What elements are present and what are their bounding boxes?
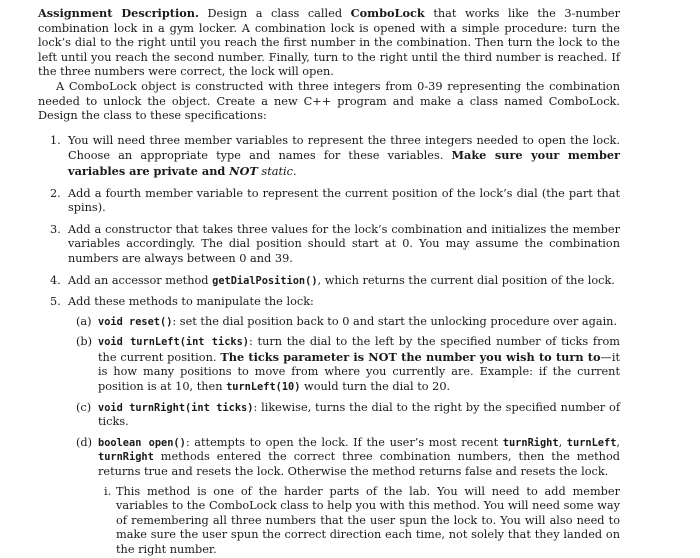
req1-period: .	[292, 164, 297, 178]
item-number: 2.	[50, 186, 61, 200]
method-reset-text	[98, 315, 620, 330]
item-number: 3.	[50, 222, 61, 236]
turnleft-code: void turnLeft(int ticks)	[98, 336, 250, 349]
subitem-label: (b)	[76, 335, 93, 349]
req1-bold-italic: NOT	[229, 163, 258, 178]
specification-paragraph: A ComboLock object is constructed with three integers from 0-39 representing the combination needed to unlock the object. Create a new C++ program and make a class named ComboLock. Design the class to these specifications:	[38, 79, 620, 123]
open-note-1	[98, 485, 620, 558]
requirement-3	[38, 223, 620, 267]
method-open	[68, 436, 620, 558]
turnright-code: void turnRight(int ticks)	[98, 401, 254, 414]
requirement-5	[38, 295, 620, 558]
open-sep-2: ,	[616, 435, 620, 449]
method-open-text	[98, 436, 620, 480]
open-code: boolean open()	[98, 436, 186, 449]
req1-bold: Make sure your member variables are private and	[68, 148, 620, 178]
assignment-heading: Assignment Description.	[38, 6, 199, 20]
intro-text-a: Design a class called	[198, 7, 351, 20]
subitem-label: (a)	[76, 314, 92, 328]
open-desc-a: : attempts to open the lock. If the user’s most recent	[185, 435, 503, 449]
open-code-turnright: turnRight	[502, 436, 559, 449]
turnleft-desc-b: —it is how many positions to move from where you currently are. Example: if the current position is at 10, then	[98, 350, 620, 394]
requirement-5-text: Add these methods to manipulate the lock:	[68, 295, 314, 309]
method-turn-right	[68, 401, 620, 430]
reset-desc: : set the dial position back to 0 and start the unlocking procedure over again.	[172, 314, 618, 328]
open-note-text: This method is one of the harder parts of the lab. You will need to add member variables to the ComboLock class to help you with this method. You will need some way of remembering all three numbers that the user spun the lock to. You will also need to make sure the user spun the correct direction each time, not solely that they landed on the right number.	[116, 484, 620, 556]
roman-label: i.	[104, 484, 112, 498]
turnleft-bold: The ticks parameter is NOT the number you wish to turn to	[220, 349, 601, 364]
subitem-label: (d)	[76, 435, 93, 449]
requirement-2-text: Add a fourth member variable to represent the current position of the lock’s dial (the part that spins).	[68, 186, 620, 215]
open-code-turnright-2: turnRight	[98, 451, 154, 464]
intro-text-b: that works like the 3-number combination lock in a gym locker. A combination lock is opened with a simple procedure: turn the lock’s dial to the right until you reach the first number in the combination. Then turn the lock to the left until you reach the second number. Finally, turn to the right until the third number is reached. If the three numbers were correct, the lock will open.	[38, 7, 621, 79]
requirements-list	[38, 134, 620, 558]
turnleft-desc-c: would turn the dial to 20.	[300, 380, 451, 394]
requirement-1	[38, 134, 620, 180]
item-number: 1.	[50, 133, 61, 147]
requirement-1-text	[68, 134, 620, 180]
turnleft-example-code: turnLeft(10)	[226, 381, 301, 394]
open-notes-list	[98, 485, 620, 558]
req4-code: getDialPosition()	[212, 274, 318, 287]
turnleft-desc-a: : turn the dial to the left by the specified number of ticks from the current position.	[98, 335, 620, 364]
intro-paragraph	[38, 6, 620, 80]
open-code-turnleft: turnLeft	[566, 436, 617, 449]
methods-list	[68, 315, 620, 558]
method-turn-left-text	[98, 335, 620, 394]
requirement-3-text: Add a constructor that takes three values for the lock’s combination and initializes the member variables accordingly. The dial position should start at 0. You may assume the combination numbers are always between 0 and 39.	[68, 222, 620, 265]
req4-text-a: Add an accessor method	[68, 273, 213, 287]
class-name: ComboLock	[350, 6, 425, 20]
requirement-4-text	[68, 274, 620, 289]
open-sep-1: ,	[558, 435, 567, 449]
method-turn-left	[68, 335, 620, 394]
item-number: 4.	[50, 273, 61, 287]
requirement-2	[38, 187, 620, 216]
reset-code: void reset()	[98, 315, 173, 328]
turnright-desc: : likewise, turns the dial to the right by the specified number of ticks.	[98, 400, 621, 429]
requirement-4	[38, 274, 620, 289]
req1-italic: static	[261, 164, 293, 178]
item-number: 5.	[50, 295, 61, 309]
method-turn-right-text	[98, 401, 620, 430]
req4-text-b: , which returns the current dial position of the lock.	[317, 273, 615, 287]
req1-text-a: You will need three member variables to represent the three integers needed to open the lock. Choose an appropriate type and names for these variables.	[68, 133, 620, 163]
subitem-label: (c)	[76, 400, 92, 414]
method-reset	[68, 315, 620, 330]
open-desc-b: methods entered the correct three combination numbers, then the method returns true and resets the lock. Otherwise the method returns false and resets the lock.	[98, 450, 620, 479]
